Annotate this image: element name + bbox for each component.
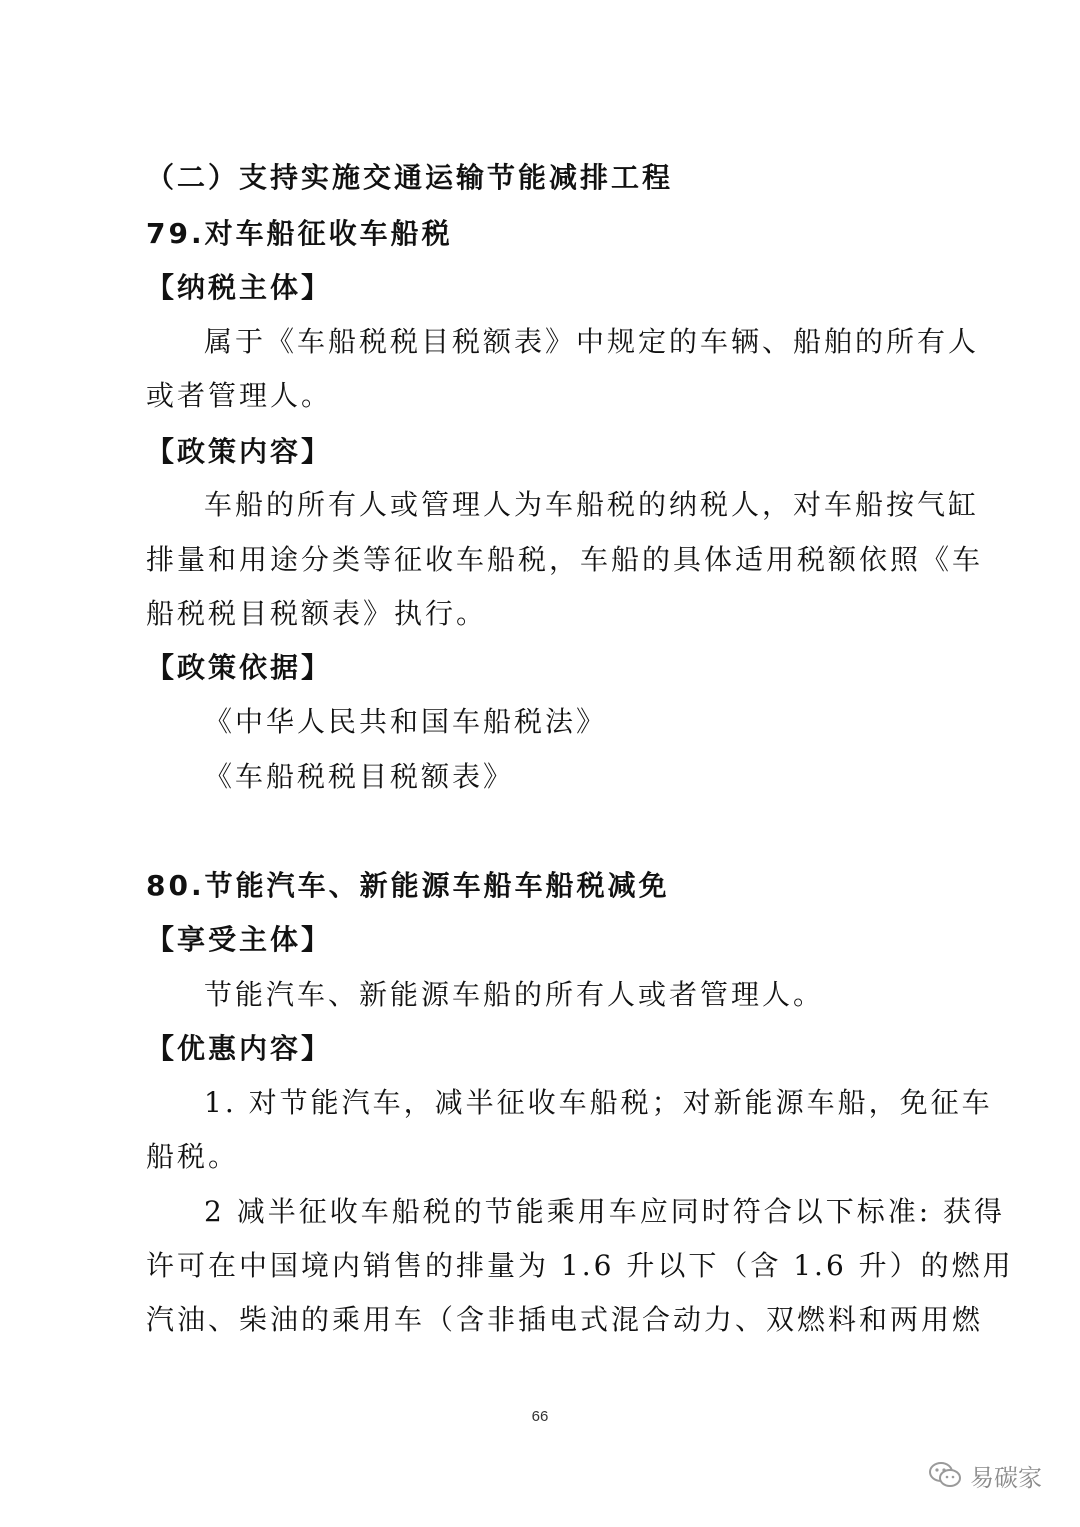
item-80-benefit-line-5: 汽油、柴油的乘用车（含非插电式混合动力、双燃料和两用燃 bbox=[146, 1303, 984, 1336]
item-80-label-benefit: 【优惠内容】 bbox=[146, 1032, 333, 1065]
page-number: 66 bbox=[531, 1408, 549, 1425]
item-79-label-basis: 【政策依据】 bbox=[146, 651, 333, 684]
item-80-benefit-line-3: 2 减半征收车船税的节能乘用车应同时符合以下标准: 获得 bbox=[204, 1195, 1006, 1228]
item-80-benefit-line-4: 许可在中国境内销售的排量为 1.6 升以下（含 1.6 升）的燃用 bbox=[146, 1249, 1014, 1282]
watermark-text: 易碳家 bbox=[970, 1463, 1042, 1492]
item-79-taxpayer-line-1: 属于《车船税税目税额表》中规定的车辆、船舶的所有人 bbox=[204, 325, 980, 358]
item-79-title: 79.对车船征收车船税 bbox=[146, 217, 453, 250]
item-79-policy-line-3: 船税税目税额表》执行。 bbox=[146, 597, 488, 630]
section-heading: （二）支持实施交通运输节能减排工程 bbox=[146, 161, 674, 194]
item-80-benefit-line-1: 1. 对节能汽车，减半征收车船税；对新能源车船，免征车 bbox=[204, 1086, 993, 1119]
item-80-title: 80.节能汽车、新能源车船车船税减免 bbox=[146, 869, 670, 902]
wechat-icon bbox=[928, 1460, 962, 1490]
item-79-label-policy: 【政策内容】 bbox=[146, 435, 333, 468]
watermark bbox=[928, 1455, 1042, 1495]
item-79-basis-line-2: 《车船税税目税额表》 bbox=[204, 760, 515, 793]
item-79-label-taxpayer: 【纳税主体】 bbox=[146, 271, 333, 304]
item-79-basis-line-1: 《中华人民共和国车船税法》 bbox=[204, 705, 608, 738]
item-80-beneficiary-line-1: 节能汽车、新能源车船的所有人或者管理人。 bbox=[204, 978, 825, 1011]
item-79-policy-line-2: 排量和用途分类等征收车船税，车船的具体适用税额依照《车 bbox=[146, 543, 984, 576]
item-79-taxpayer-line-2: 或者管理人。 bbox=[146, 379, 333, 412]
item-80-label-beneficiary: 【享受主体】 bbox=[146, 923, 333, 956]
item-80-benefit-line-2: 船税。 bbox=[146, 1140, 240, 1173]
item-79-policy-line-1: 车船的所有人或管理人为车船税的纳税人，对车船按气缸 bbox=[204, 488, 980, 521]
